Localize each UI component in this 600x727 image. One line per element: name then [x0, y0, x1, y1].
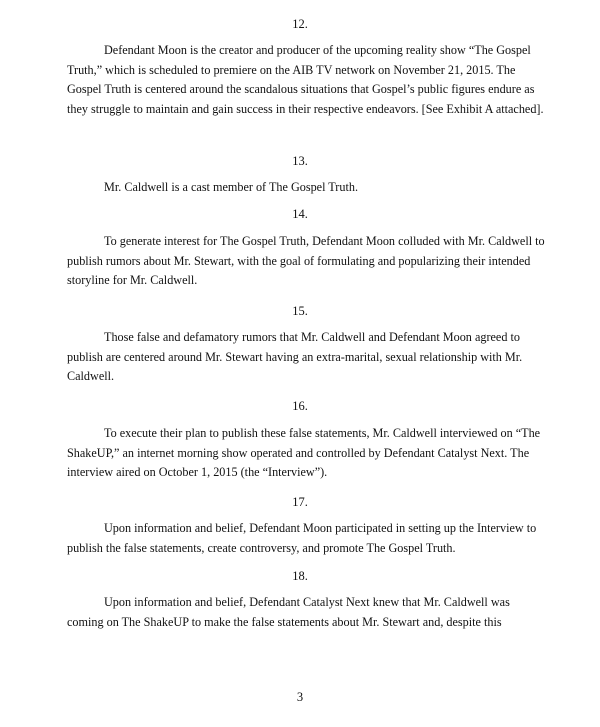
paragraph-17: Upon information and belief, Defendant Moon participated in setting up the Interview to publish the false statements, create controversy, and promote The Gospel Truth. [67, 521, 537, 555]
paragraph-16: To execute their plan to publish these false statements, Mr. Caldwell interviewed on “The ShakeUP,” an internet morning show operated and controlled by Defendant Catalyst Next. The interview aired on October 1, 2015 (the “Interview”). [67, 426, 541, 480]
paragraph-13: Mr. Caldwell is a cast member of The Gospel Truth. [104, 180, 358, 194]
paragraph-18: Upon information and belief, Defendant Catalyst Next knew that Mr. Caldwell was coming on The ShakeUP to make the false statements about Mr. Stewart and, despite this [67, 595, 510, 629]
paragraph-number-17: 17. [292, 495, 308, 509]
paragraph-number-18: 18. [292, 569, 308, 583]
page-number: 3 [296, 690, 304, 704]
paragraph-14: To generate interest for The Gospel Truth, Defendant Moon colluded with Mr. Caldwell to publish rumors about Mr. Stewart, with the goal of formulating and popularizing their intended storyline for Mr. Caldwell. [67, 234, 545, 288]
paragraph-number-15: 15. [292, 304, 308, 318]
paragraph-number-14: 14. [292, 207, 308, 221]
paragraph-12: Defendant Moon is the creator and producer of the upcoming reality show “The Gospel Truth,” which is scheduled to premiere on the AIB TV network on November 21, 2015. The Gospel Truth is centered around the scandalous situations that Gospel’s public figures endure as they struggle to maintain and gain success in their respective endeavors. [See Exhibit A attached]. [67, 43, 544, 116]
paragraph-number-13: 13. [292, 154, 308, 168]
paragraph-15: Those false and defamatory rumors that Mr. Caldwell and Defendant Moon agreed to publish are centered around Mr. Stewart having an extra-marital, sexual relationship with Mr. Caldwell. [67, 330, 523, 384]
paragraph-number-16: 16. [292, 399, 308, 413]
paragraph-number-12: 12. [292, 17, 308, 31]
